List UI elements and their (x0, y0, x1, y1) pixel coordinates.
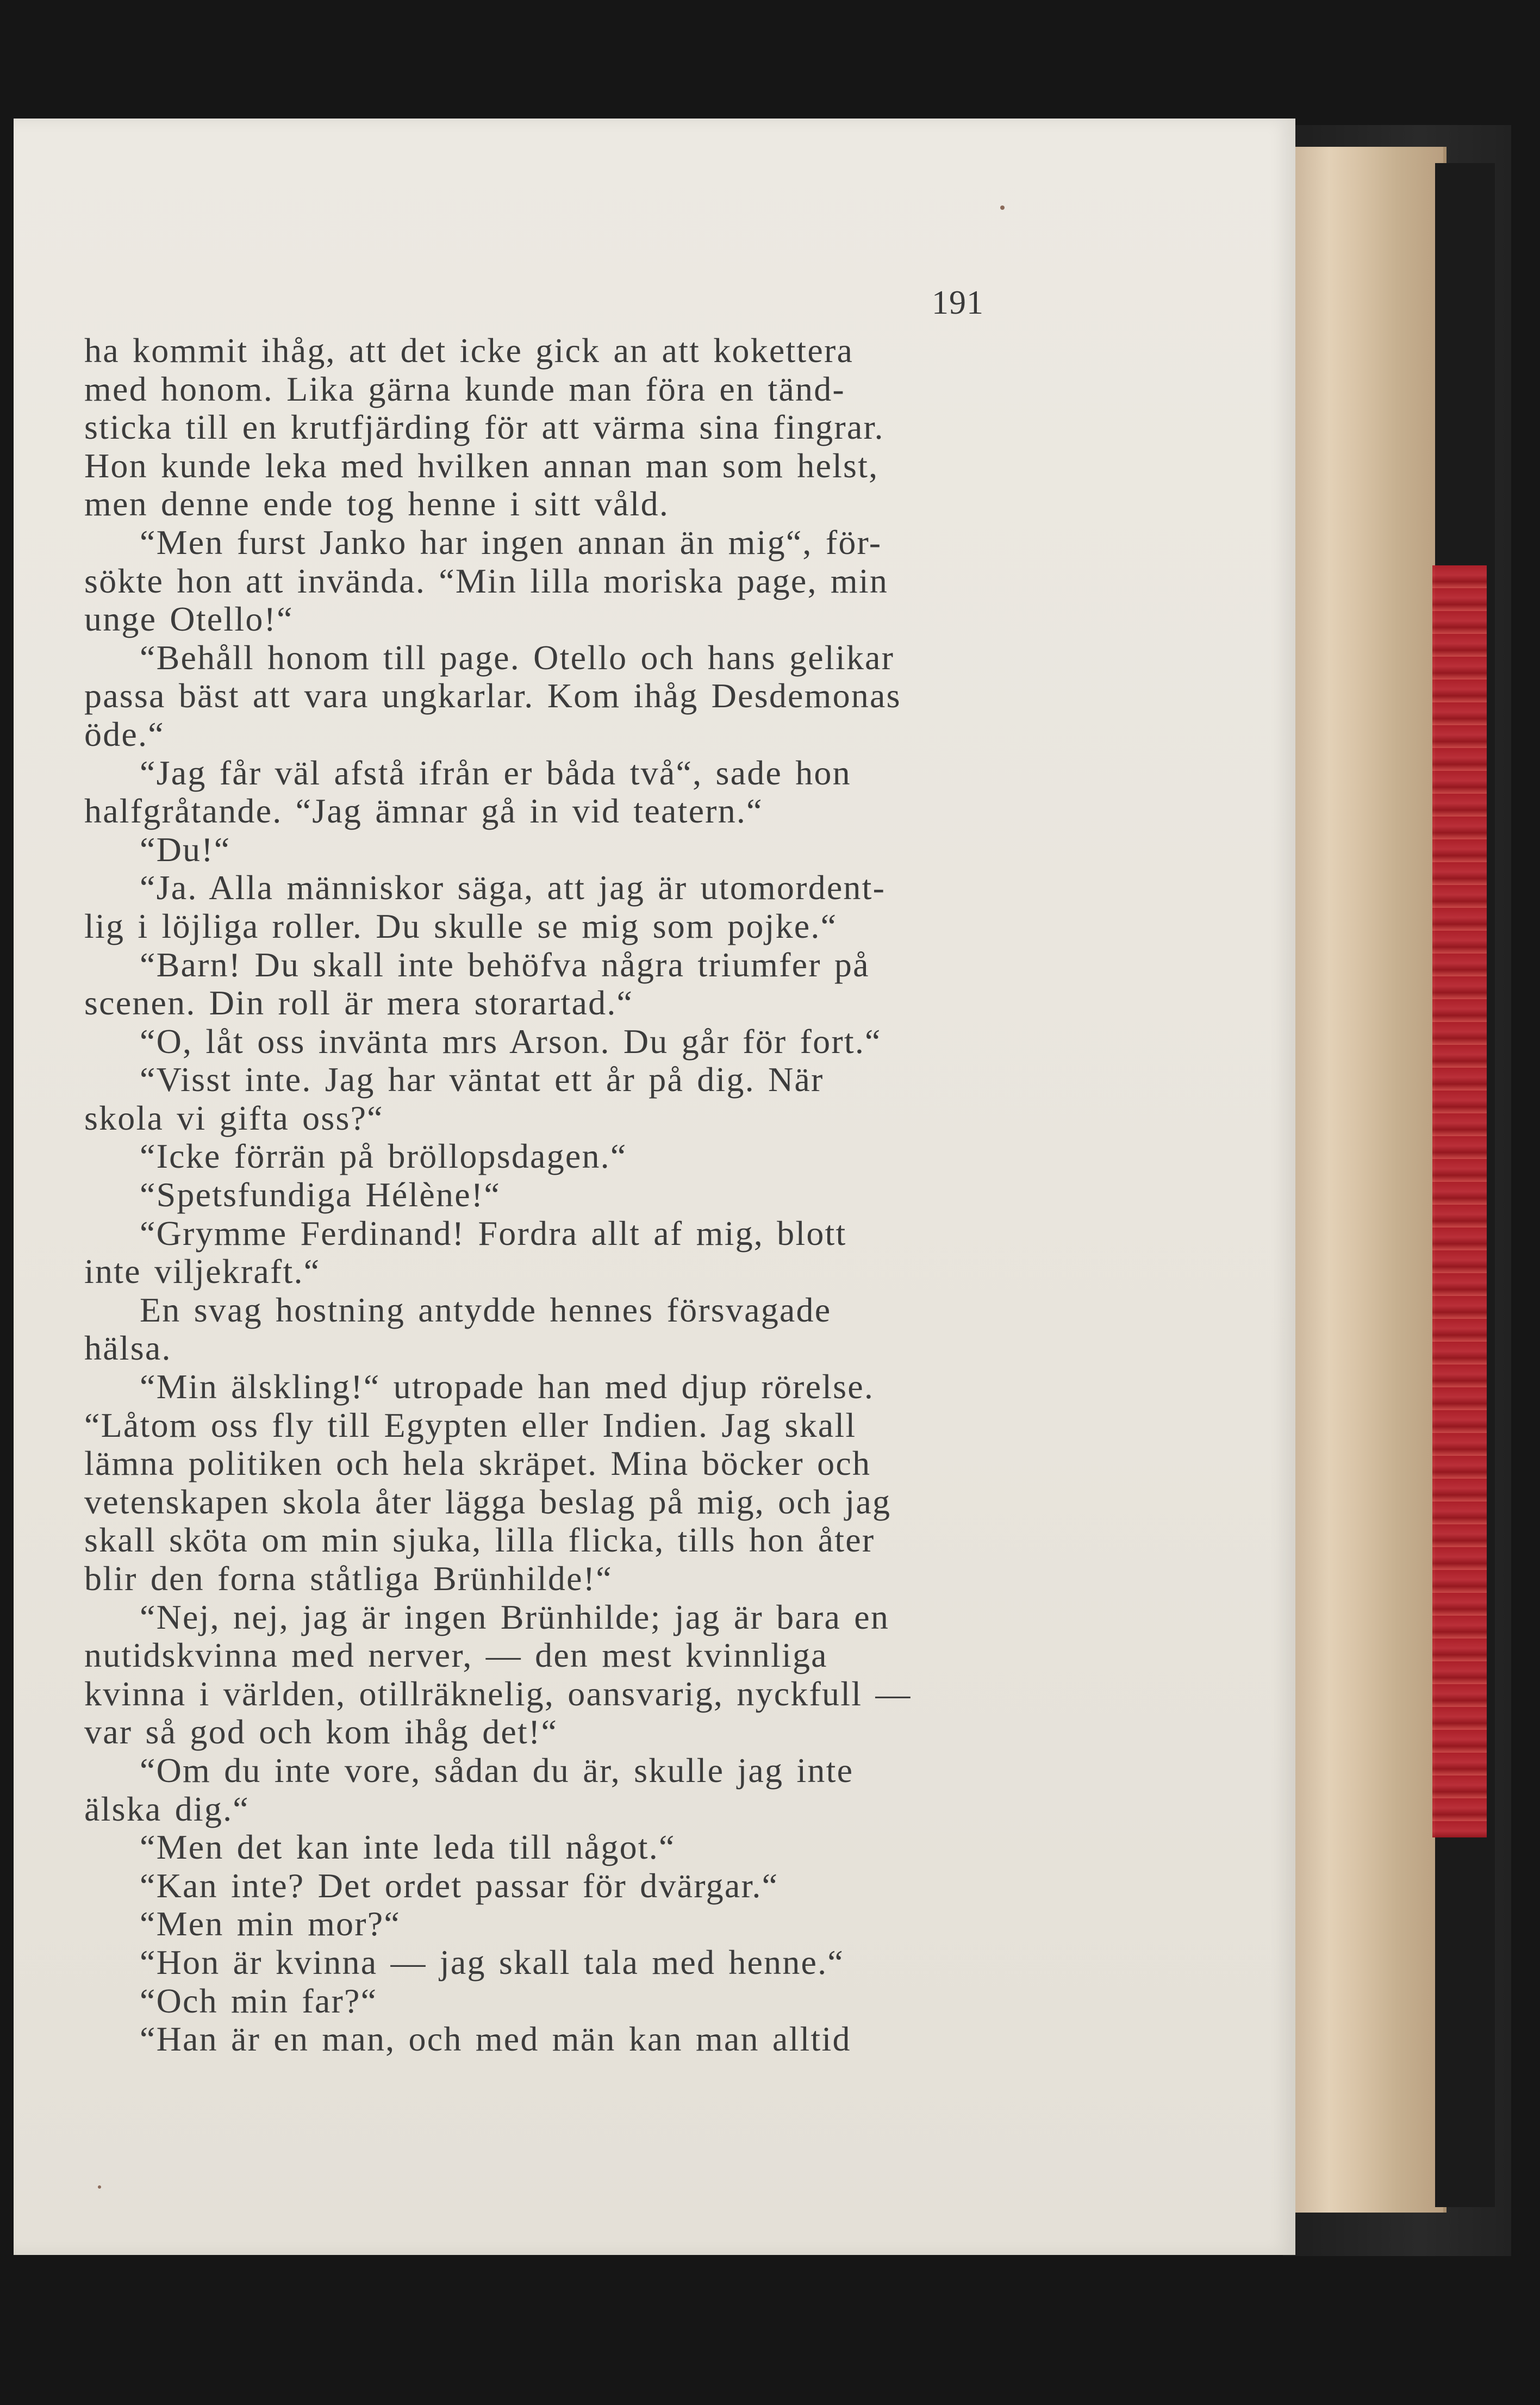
paper-fleck (1000, 205, 1005, 210)
text-line: “Kan inte? Det ordet passar för dvärgar.“ (140, 1866, 779, 1905)
text-line: “Behåll honom till page. Otello och hans gelikar (140, 638, 895, 677)
paper-fleck (98, 2185, 101, 2189)
text-line: “Min älskling!“ utropade han med djup rörelse. (140, 1368, 875, 1406)
text-line: “Spetsfundiga Hélène!“ (140, 1176, 501, 1214)
text-line: “Låtom oss fly till Egypten eller Indien. Jag skall (84, 1406, 857, 1444)
spine-red-trim (1432, 565, 1487, 1837)
text-line: “Barn! Du skall inte behöfva några triumfer på (140, 945, 870, 984)
text-line: “Du!“ (140, 830, 231, 869)
text-line: “Visst inte. Jag har väntat ett år på dig. När (140, 1061, 824, 1099)
text-line: “Nej, nej, jag är ingen Brünhilde; jag är bara en (140, 1598, 890, 1636)
text-line: “Grymme Ferdinand! Fordra allt af mig, blott (140, 1214, 847, 1253)
text-line: En svag hostning antydde hennes försvagade (140, 1291, 832, 1329)
text-line: “Men det kan inte leda till något.“ (140, 1828, 676, 1867)
text-line: sökte hon att invända. “Min lilla moriska page, min (84, 562, 889, 600)
body-text (84, 332, 997, 2059)
text-line: ha kommit ihåg, att det icke gick an att kokettera (84, 332, 854, 370)
text-line: nutidskvinna med nerver, — den mest kvinnliga (84, 1636, 828, 1675)
text-line: inte viljekraft.“ (84, 1253, 321, 1291)
text-line: men denne ende tog henne i sitt våld. (84, 485, 670, 524)
text-line: hälsa. (84, 1329, 172, 1368)
page-number: 191 (932, 284, 984, 321)
text-line: Hon kunde leka med hvilken annan man som helst, (84, 446, 879, 485)
text-line: “Icke förrän på bröllopsdagen.“ (140, 1137, 627, 1176)
text-line: kvinna i världen, otillräknelig, oansvarig, nyckfull — (84, 1674, 912, 1713)
text-line: unge Otello!“ (84, 600, 294, 639)
text-line: “Och min far?“ (140, 1982, 378, 2020)
text-line: lämna politiken och hela skräpet. Mina böcker och (84, 1444, 871, 1483)
text-line: “Men min mor?“ (140, 1905, 401, 1943)
text-line: blir den forna ståtliga Brünhilde!“ (84, 1560, 613, 1598)
text-line: scenen. Din roll är mera storartad.“ (84, 984, 634, 1023)
text-line: “Jag får väl afstå ifrån er båda två“, sade hon (140, 753, 851, 792)
text-line: “Ja. Alla människor säga, att jag är utomordent- (140, 869, 886, 907)
text-line: “Men furst Janko har ingen annan än mig“, för- (140, 523, 882, 562)
page-stack-edge (1291, 147, 1447, 2213)
text-line: “Om du inte vore, sådan du är, skulle jag inte (140, 1751, 854, 1790)
text-line: var så god och kom ihåg det!“ (84, 1713, 558, 1752)
text-line: lig i löjliga roller. Du skulle se mig som pojke.“ (84, 907, 838, 945)
text-line: “Hon är kvinna — jag skall tala med henne.“ (140, 1943, 844, 1982)
text-line: passa bäst att vara ungkarlar. Kom ihåg Desdemonas (84, 677, 901, 715)
text-line: halfgråtande. “Jag ämnar gå in vid teatern.“ (84, 792, 763, 831)
text-line: “O, låt oss invänta mrs Arson. Du går för fort.“ (140, 1022, 882, 1061)
text-line: med honom. Lika gärna kunde man föra en tänd- (84, 370, 845, 408)
text-line: öde.“ (84, 715, 165, 753)
text-line: älska dig.“ (84, 1790, 250, 1828)
text-line: skola vi gifta oss?“ (84, 1099, 384, 1137)
text-line: vetenskapen skola åter lägga beslag på mig, och jag (84, 1482, 891, 1521)
text-line: skall sköta om min sjuka, lilla flicka, tills hon åter (84, 1521, 875, 1560)
text-line: sticka till en krutfjärding för att värma sina fingrar. (84, 408, 884, 447)
text-line: “Han är en man, och med män kan man alltid (140, 2020, 851, 2059)
